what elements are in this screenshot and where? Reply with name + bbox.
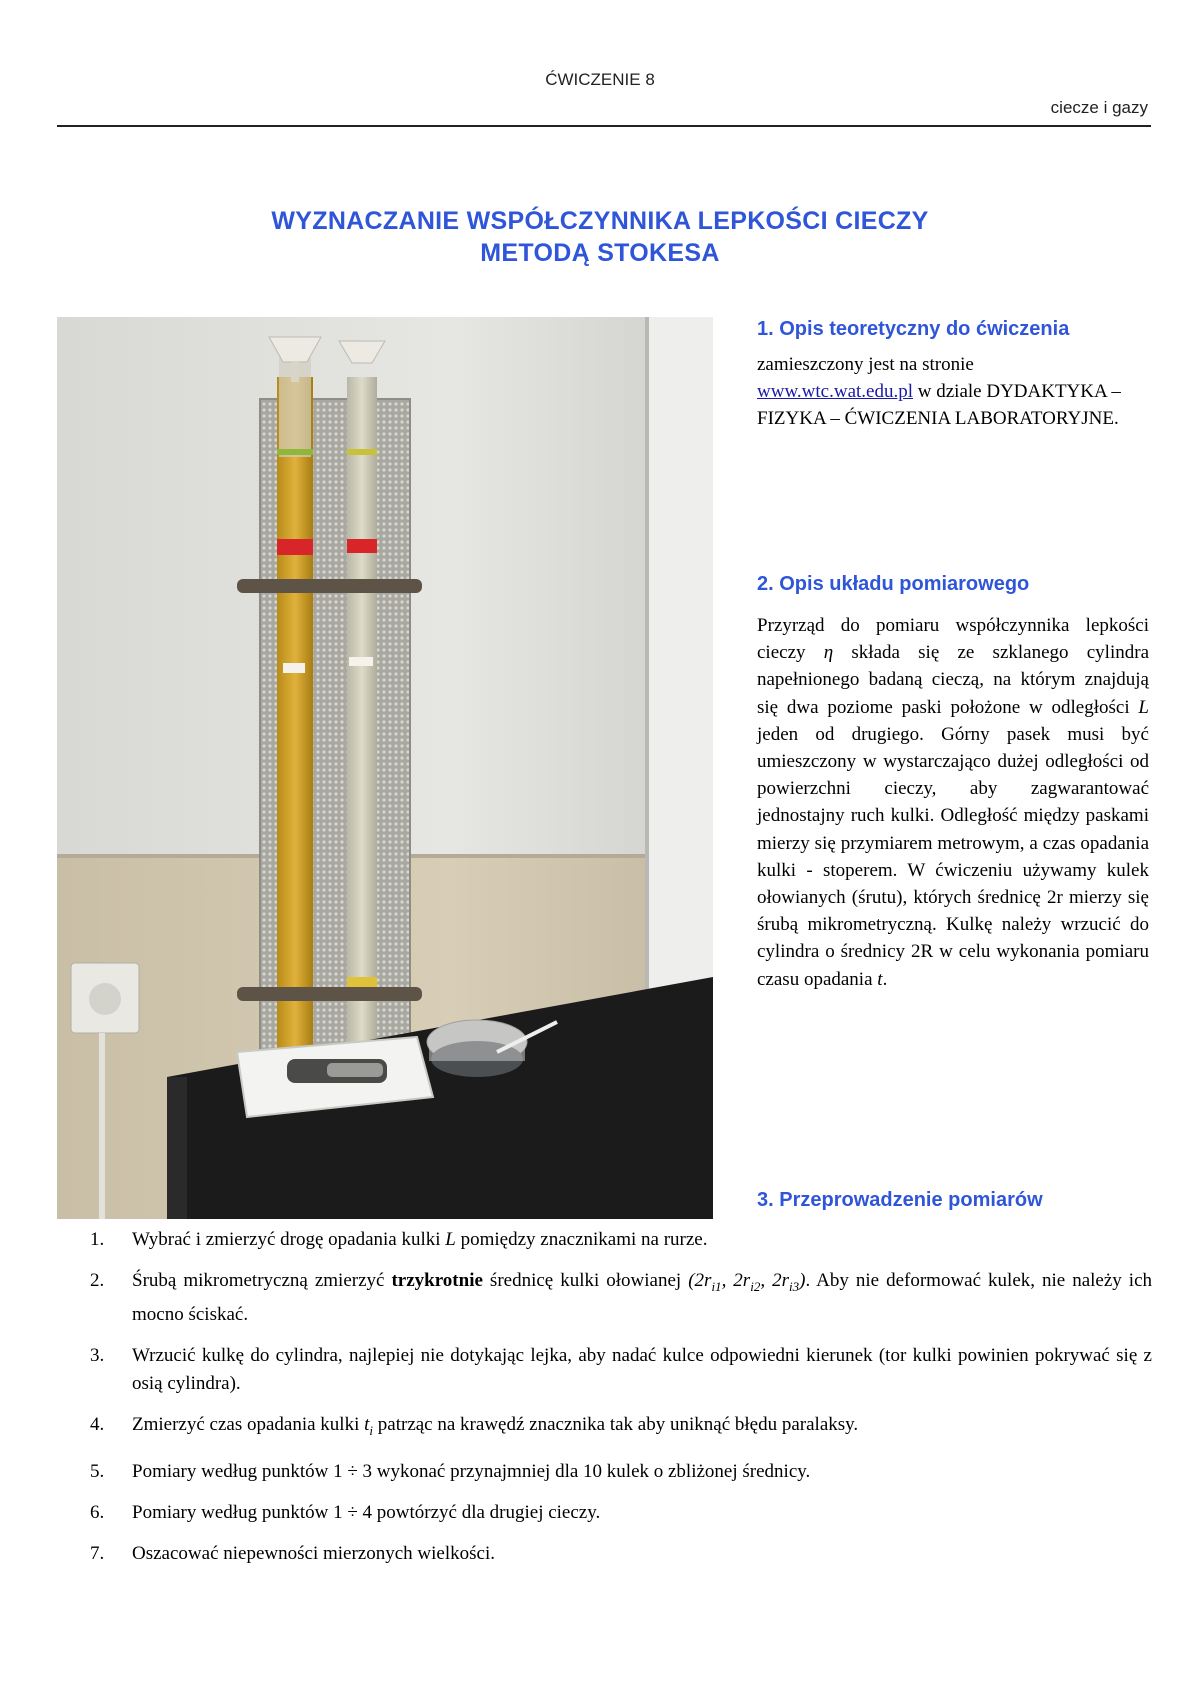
apparatus-photo bbox=[57, 317, 713, 1219]
step-text: patrząc na krawędź znacznika tak aby uniknąć błędu paralaksy. bbox=[373, 1413, 859, 1435]
section-theory-text bbox=[757, 351, 1157, 432]
section-setup-text bbox=[757, 612, 1149, 993]
procedure-step bbox=[90, 1540, 1152, 1568]
step-text: Wrzucić kulkę do cylindra, najlepiej nie dotykając lejka, aby nadać kulce odpowiedni kierunek (tor kulki powinien pokrywać się z osią cylindra). bbox=[132, 1344, 1152, 1394]
section-theory-heading: 1. Opis teoretyczny do ćwiczenia bbox=[757, 318, 1070, 340]
section-theory-text-b: w dziale DYDAKTYKA – FIZYKA – ĆWICZENIA LABORATORYJNE. bbox=[757, 381, 1121, 429]
page-title bbox=[0, 205, 1200, 269]
section-theory-text-a: zamieszczony jest na stronie bbox=[757, 354, 974, 375]
step-text: Pomiary według punktów 1 ÷ 3 wykonać przynajmniej dla 10 kulek o zbliżonej średnicy. bbox=[132, 1460, 811, 1482]
procedure-step bbox=[90, 1342, 1152, 1398]
header-exercise-number: ĆWICZENIE 8 bbox=[545, 70, 655, 89]
section-procedure-heading: 3. Przeprowadzenie pomiarów bbox=[757, 1189, 1043, 1211]
procedure-step bbox=[90, 1411, 1152, 1445]
setup-text-part-1: Przyrząd do pomiaru współczynnika lepkości cieczy bbox=[757, 615, 1149, 664]
page-title-line-2: METODĄ STOKESA bbox=[480, 239, 720, 267]
step-text: Śrubą mikrometryczną zmierzyć bbox=[132, 1270, 392, 1291]
page-title-line-1: WYZNACZANIE WSPÓŁCZYNNIKA LEPKOŚCI CIECZY bbox=[271, 207, 929, 235]
step-number: 1. bbox=[90, 1229, 105, 1250]
step-text: pomiędzy znacznikami na rurze. bbox=[455, 1229, 708, 1250]
step-math: L bbox=[445, 1229, 456, 1250]
procedure-steps-list bbox=[90, 1226, 1152, 1581]
step-number: 7. bbox=[90, 1542, 105, 1564]
step-emphasis: trzykrotnie bbox=[391, 1270, 483, 1291]
step-number: 2. bbox=[90, 1270, 105, 1291]
procedure-step bbox=[90, 1226, 1152, 1254]
header-topic: ciecze i gazy bbox=[1050, 98, 1148, 117]
setup-text-part-3: jeden od drugiego. Górny pasek musi być umieszczony w wystarczająco dużej odległości od powierzchni cieczy, aby zagwarantować jednostajny ruch kulki. Odległość między paskami mierzy się przymiarem metrowym, a czas opadania kulki - stoperem. W ćwiczeniu używamy kulek ołowianych (śrutu), których średnicę 2r mierzy się śrubą mikrometryczną. Kulkę należy wrzucić do cylindra o średnicy 2R w celu wykonania pomiaru czasu opadania bbox=[757, 723, 1149, 990]
step-math: $t_i$ bbox=[364, 1413, 374, 1438]
eta-symbol: η bbox=[823, 642, 834, 664]
apparatus-illustration bbox=[57, 317, 713, 1219]
step-text: średnicę kulki ołowianej bbox=[482, 1270, 689, 1291]
step-text: Zmierzyć czas opadania kulki bbox=[132, 1413, 365, 1435]
step-text: Wybrać i zmierzyć drogę opadania kulki bbox=[132, 1229, 446, 1250]
procedure-step bbox=[90, 1458, 1152, 1486]
time-symbol: t bbox=[877, 968, 883, 990]
step-number: 6. bbox=[90, 1501, 105, 1523]
step-text: Oszacować niepewności mierzonych wielkości. bbox=[132, 1542, 495, 1564]
procedure-step bbox=[90, 1499, 1152, 1527]
step-number: 4. bbox=[90, 1413, 105, 1435]
step-number: 3. bbox=[90, 1344, 105, 1366]
diameter-formula: ($2r_{i1}$, $2r_{i2}$, $2r_{i3}$) bbox=[688, 1270, 806, 1294]
step-text: Pomiary według punktów 1 ÷ 4 powtórzyć dla drugiej cieczy. bbox=[132, 1501, 601, 1523]
step-number: 5. bbox=[90, 1460, 105, 1482]
wtc-website-link[interactable]: www.wtc.wat.edu.pl bbox=[757, 381, 914, 402]
setup-text-part-2: składa się ze szklanego cylindra napełnionego badaną cieczą, na którym znajdują się dwa poziome paski położone w odległości bbox=[757, 642, 1149, 718]
section-setup-heading: 2. Opis układu pomiarowego bbox=[757, 573, 1030, 595]
setup-text-part-4: . bbox=[882, 968, 888, 990]
distance-symbol: L bbox=[1138, 696, 1149, 718]
header-divider bbox=[57, 125, 1151, 127]
procedure-step bbox=[90, 1267, 1152, 1329]
step-text: . Aby nie deformować kulek, nie należy ich mocno ściskać. bbox=[132, 1270, 1152, 1325]
